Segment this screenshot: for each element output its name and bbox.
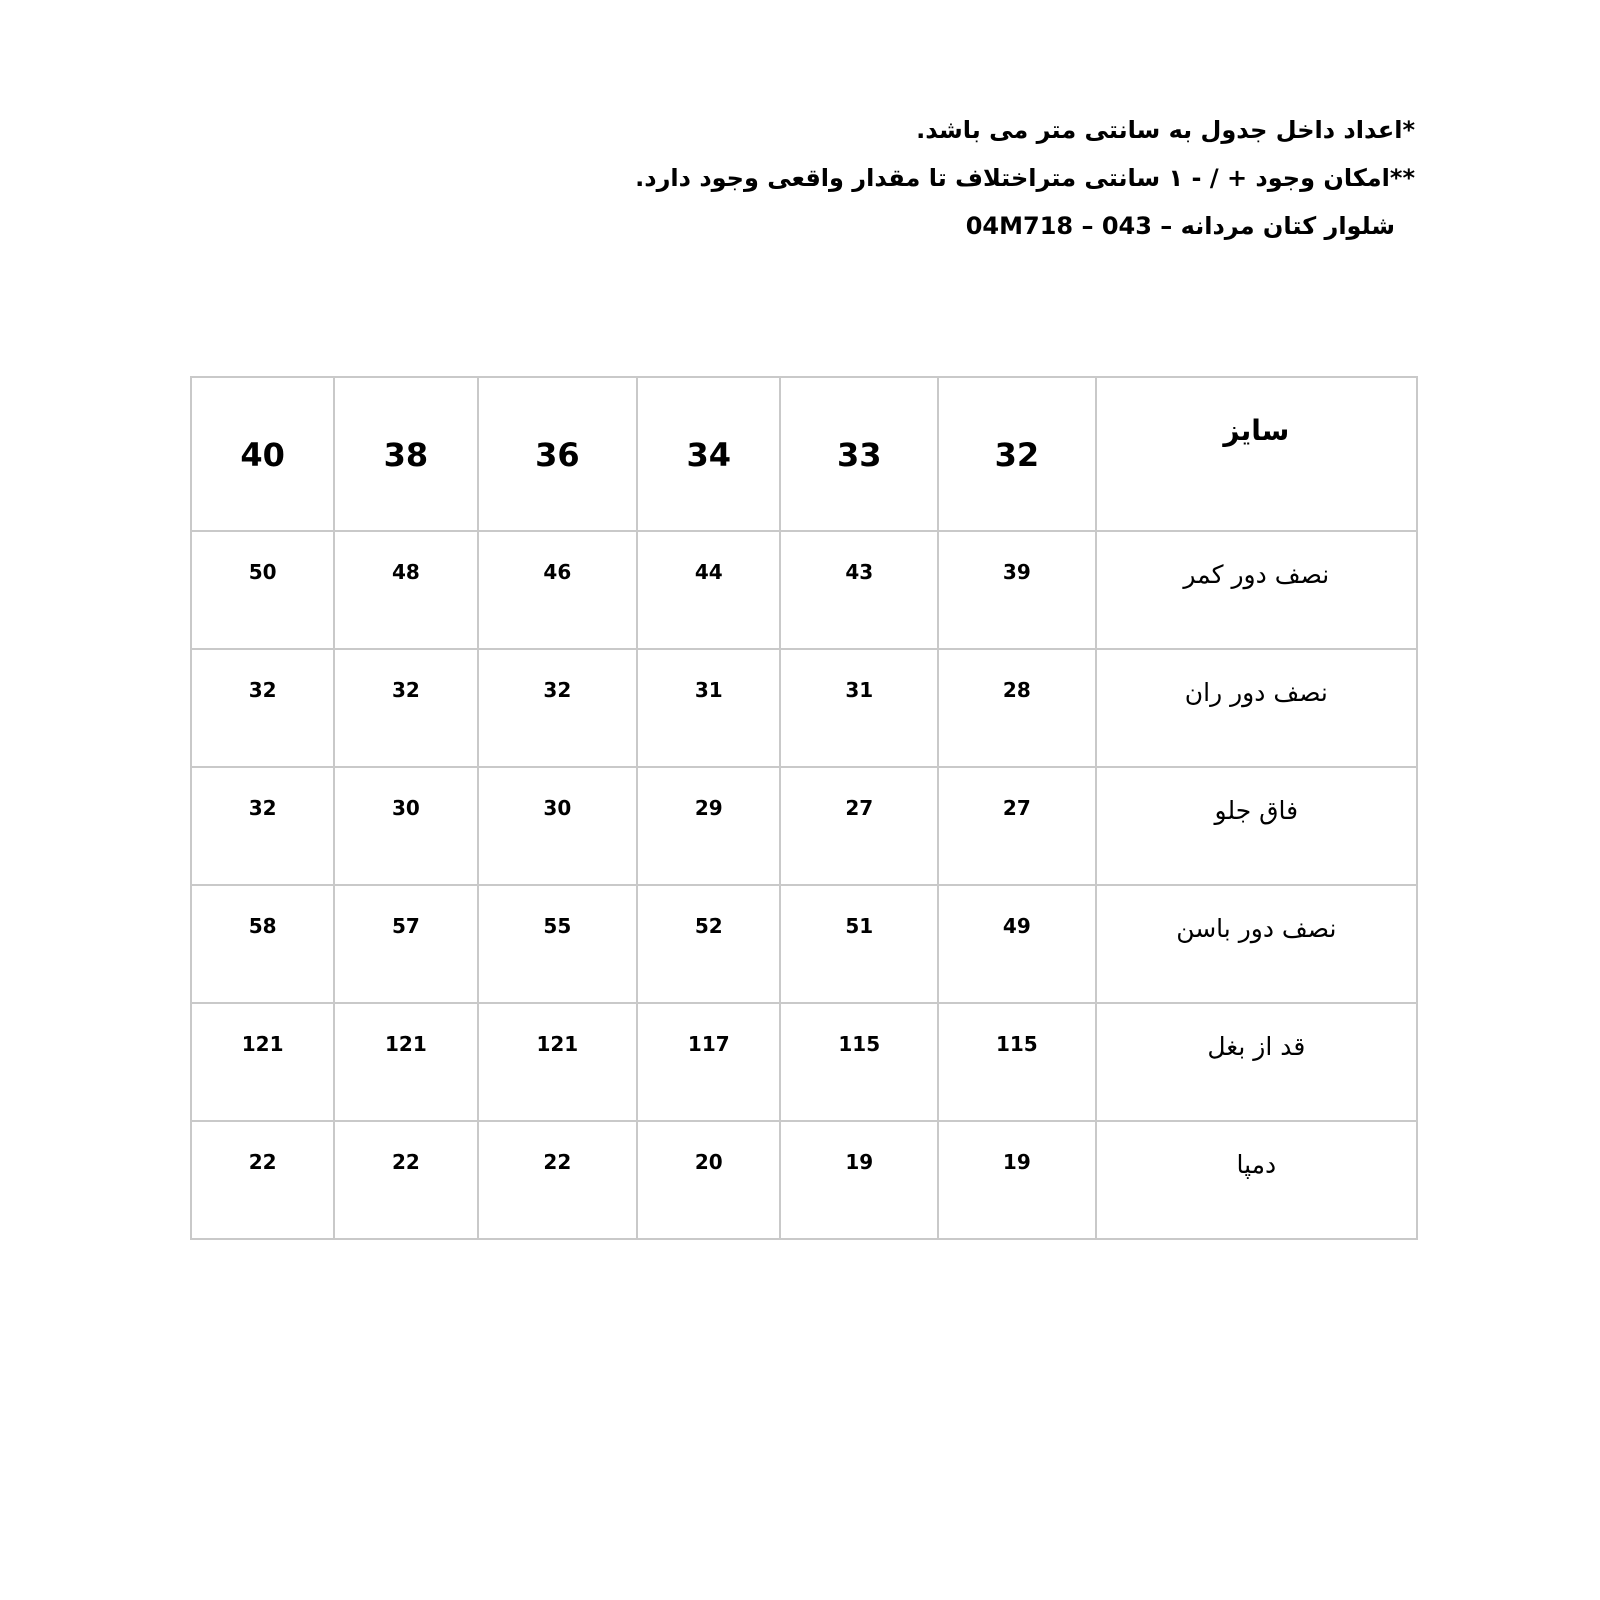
note-tolerance: **امکان وجود + / - ۱ سانتی متراختلاف تا مقدار واقعی وجود دارد. [635, 164, 1415, 192]
table-cell: 44 [694, 560, 723, 584]
table-cell: 55 [543, 914, 572, 938]
row-label: فاق جلو [1214, 796, 1299, 825]
size-header-label: سایز [1223, 414, 1290, 447]
table-cell: 19 [845, 1150, 874, 1174]
table-cell: 121 [385, 1032, 427, 1056]
table-cell: 39 [1002, 560, 1031, 584]
table-cell: 43 [845, 560, 874, 584]
size-header-row [191, 377, 1417, 531]
table-cell: 58 [248, 914, 277, 938]
table-cell: 28 [1002, 678, 1031, 702]
size-34: 34 [686, 436, 732, 474]
table-row-thigh [191, 649, 1417, 767]
row-label: نصف دور ران [1184, 678, 1328, 707]
row-label: دمپا [1236, 1150, 1277, 1179]
row-label: قد از بغل [1207, 1032, 1306, 1061]
row-label: نصف دور کمر [1183, 560, 1330, 589]
table-row-hem [191, 1121, 1417, 1239]
table-cell: 22 [543, 1150, 572, 1174]
table-cell: 19 [1002, 1150, 1031, 1174]
notes [515, 112, 1415, 256]
table-cell: 30 [391, 796, 420, 820]
table-cell: 27 [1002, 796, 1031, 820]
table-cell: 20 [694, 1150, 723, 1174]
row-label: نصف دور باسن [1176, 914, 1337, 943]
table-cell: 50 [248, 560, 277, 584]
table-cell: 121 [241, 1032, 284, 1056]
table-row-front-rise [191, 767, 1417, 885]
table-cell: 52 [694, 914, 723, 938]
table-cell: 117 [687, 1032, 730, 1056]
size-table [190, 376, 1418, 1240]
table-cell: 32 [391, 678, 420, 702]
note-units: *اعداد داخل جدول به سانتی متر می باشد. [916, 116, 1415, 144]
table-cell: 32 [248, 796, 277, 820]
table-cell: 48 [391, 560, 420, 584]
table-cell: 30 [543, 796, 572, 820]
table-cell: 57 [391, 914, 420, 938]
table-row-hip [191, 885, 1417, 1003]
table-row-length [191, 1003, 1417, 1121]
size-36: 36 [535, 436, 580, 474]
table-cell: 32 [543, 678, 572, 702]
table-cell: 32 [248, 678, 277, 702]
table-cell: 22 [248, 1150, 277, 1174]
table-cell: 29 [694, 796, 723, 820]
product-title: شلوار کتان مردانه – 043 – 04M718 [965, 212, 1395, 240]
size-40: 40 [240, 436, 285, 474]
table-cell: 49 [1002, 914, 1031, 938]
table-cell: 115 [995, 1032, 1038, 1056]
table-cell: 31 [845, 678, 874, 702]
table-cell: 51 [845, 914, 874, 938]
table-cell: 31 [694, 678, 723, 702]
size-38: 38 [383, 436, 429, 474]
size-32: 32 [994, 436, 1040, 474]
table-cell: 115 [838, 1032, 881, 1056]
table-cell: 46 [543, 560, 572, 584]
table-row-waist [191, 531, 1417, 649]
table-cell: 22 [391, 1150, 420, 1174]
size-33: 33 [836, 436, 882, 474]
table-cell: 121 [536, 1032, 579, 1056]
table-cell: 27 [845, 796, 874, 820]
